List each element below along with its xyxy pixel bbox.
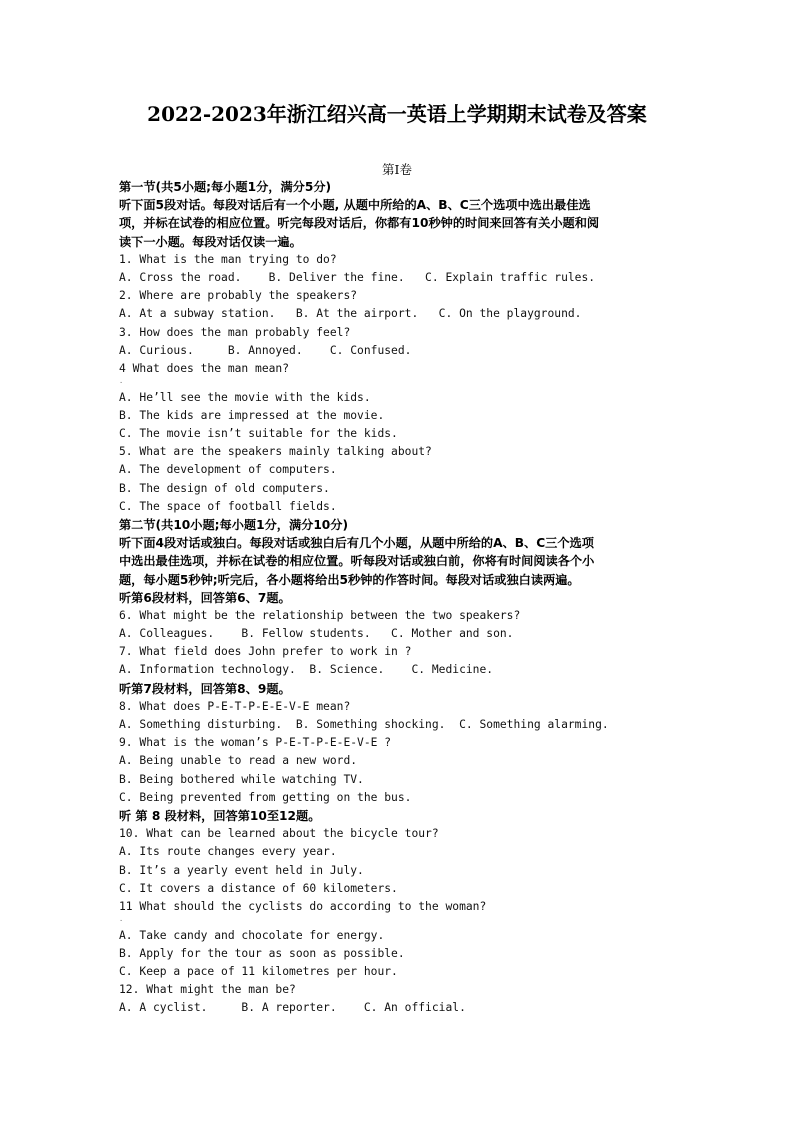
answer-options-line: A. At a subway station. B. At the airport. C. On the playground. [119,307,582,321]
answer-options-line: B. Being bothered while watching TV. [119,772,364,786]
answer-options-line: A. Curious. B. Annoyed. C. Confused. [119,343,412,357]
instruction-line: 听第6段材料，回答第6、7题。 [119,590,291,605]
instruction-line: 第二节(共10小题;每小题1分，满分10分) [119,517,349,532]
instruction-line: 第一节(共5小题;每小题1分，满分5分) [119,180,332,194]
answer-options-line: B. The design of old computers. [119,481,330,495]
question-line: 3. How does the man probably feel? [119,325,351,339]
question-line: 5. What are the speakers mainly talking about? [119,445,432,459]
instruction-line: 听 第 8 段材料，回答第10至12题。 [119,808,321,823]
answer-options-line: A. The development of computers. [119,463,337,477]
question-line: 6. What might be the relationship between the two speakers? [119,608,521,622]
answer-options-line: A. Information technology. B. Science. C. Medicine. [119,663,494,677]
section-heading: 第I卷 [382,162,412,177]
answer-options-line: A. Being unable to read a new word. [119,754,358,768]
answer-options-line: A. Something disturbing. B. Something shocking. C. Something alarming. [119,718,609,732]
instruction-line: 中选出最佳选项，并标在试卷的相应位置。听每段对话或独白前，你将有时间阅读各个小 [119,554,595,569]
instruction-line: 听下面5段对话。每段对话后有一个小题, 从题中所给的A、B、C三个选项中选出最佳选 [119,198,591,213]
question-line: 11 What should the cyclists do according to the woman? [119,899,487,913]
instruction-line: 听第7段材料，回答第8、9题。 [119,681,291,696]
answer-options-line: C. It covers a distance of 60 kilometers. [119,881,398,895]
question-line: 10. What can be learned about the bicycle tour? [119,827,439,841]
question-line: 2. Where are probably the speakers? [119,289,358,303]
answer-options-line: A. A cyclist. B. A reporter. C. An official. [119,1001,466,1015]
document-body [119,178,679,1018]
answer-options-line: C. Keep a pace of 11 kilometres per hour. [119,965,398,979]
question-line: 1. What is the man trying to do? [119,252,337,266]
dot-mark: · [119,917,124,926]
instruction-line: 听下面4段对话或独白。每段对话或独白后有几个小题，从题中所给的A、B、C三个选项 [119,536,594,551]
question-line: 12. What might the man be? [119,983,296,997]
answer-options-line: C. The space of football fields. [119,499,337,513]
answer-options-line: C. Being prevented from getting on the bus. [119,790,412,804]
instruction-line: 读下一小题。每段对话仅读一遍。 [119,234,302,249]
dot-mark: · [119,379,124,388]
answer-options-line: A. He’ll see the movie with the kids. [119,390,371,404]
answer-options-line: A. Take candy and chocolate for energy. [119,928,385,942]
page-title: 2022-2023年浙江绍兴高一英语上学期期末试卷及答案 [147,102,647,126]
answer-options-line: A. Its route changes every year. [119,845,337,859]
question-line: 7. What field does John prefer to work in ? [119,645,412,659]
question-line: 9. What is the woman’s P-E-T-P-E-E-V-E ? [119,736,392,750]
answer-options-line: A. Cross the road. B. Deliver the fine. C. Explain traffic rules. [119,270,596,284]
answer-options-line: B. The kids are impressed at the movie. [119,408,385,422]
answer-options-line: A. Colleagues. B. Fellow students. C. Mother and son. [119,627,514,641]
question-line: 4 What does the man mean? [119,361,290,375]
answer-options-line: B. Apply for the tour as soon as possible. [119,946,405,960]
instruction-line: 项，并标在试卷的相应位置。听完每段对话后，你都有10秒钟的时间来回答有关小题和阅 [119,216,600,231]
question-line: 8. What does P-E-T-P-E-E-V-E mean? [119,699,351,713]
answer-options-line: C. The movie isn’t suitable for the kids. [119,427,398,441]
answer-options-line: B. It’s a yearly event held in July. [119,863,364,877]
instruction-line: 题，每小题5秒钟;听完后，各小题将给出5秒钟的作答时间。每段对话或独白读两遍。 [119,572,580,587]
